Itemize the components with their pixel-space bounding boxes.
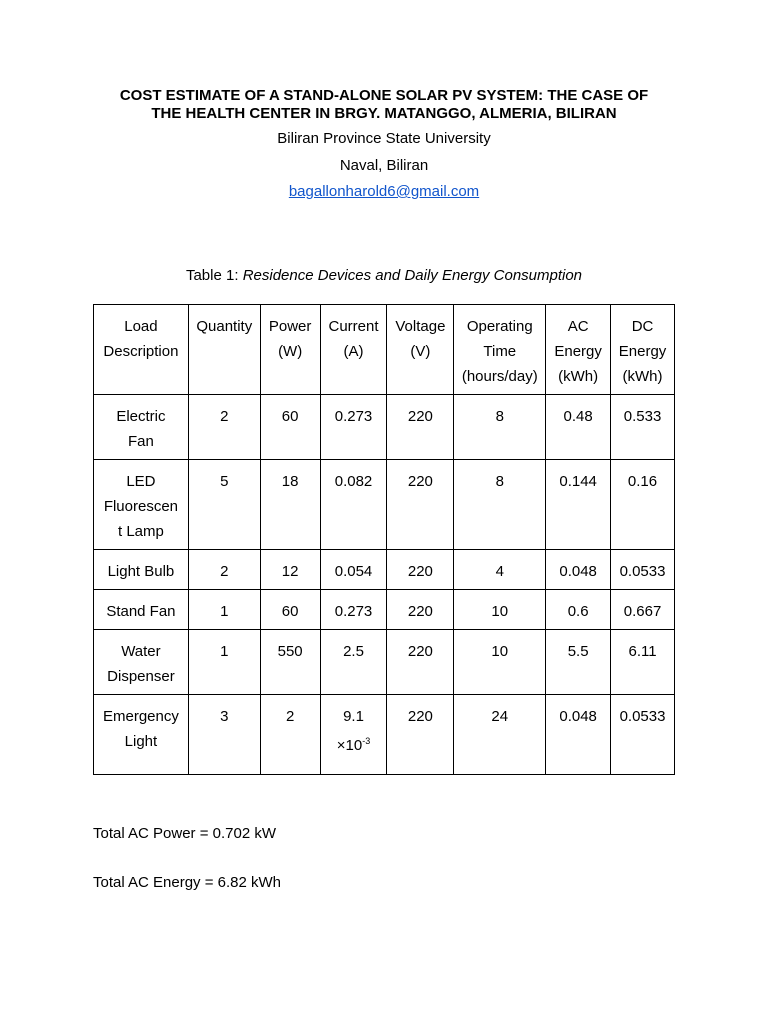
cell-value: 0.667: [623, 603, 662, 620]
cell-value: 10: [491, 643, 509, 660]
cell-value: 0.16: [627, 473, 658, 490]
cell-value: 0.0533: [619, 563, 666, 580]
column-header-line: Energy: [618, 343, 667, 360]
cell-voltage: [387, 695, 454, 775]
cell-value: 60: [281, 603, 299, 620]
cell-quantity: [188, 550, 260, 590]
cell-ac: [546, 695, 611, 775]
column-header-line: (hours/day): [461, 368, 538, 385]
table-header-row: [94, 305, 675, 395]
cell-ac: [546, 395, 611, 460]
cell-power: [260, 550, 320, 590]
cell-value: 220: [407, 708, 433, 725]
sci-base: ×10: [336, 737, 363, 754]
cell-value: 1: [220, 643, 229, 660]
cell-value: 60: [281, 408, 299, 425]
cell-value: 8: [495, 408, 504, 425]
cell-value: 5: [220, 473, 229, 490]
cell-dc: [611, 630, 675, 695]
cell-line: Stand Fan: [106, 603, 176, 620]
cell-current: [320, 550, 387, 590]
cell-line: Electric: [116, 408, 166, 425]
cell-value: 18: [281, 473, 299, 490]
cell-value: 0.0533: [619, 708, 666, 725]
cell-value: 0.273: [334, 603, 373, 620]
cell-value: 2.5: [343, 643, 364, 660]
scientific-notation: [323, 733, 385, 758]
cell-value: 10: [491, 603, 509, 620]
table-row: [94, 460, 675, 550]
table-row: [94, 395, 675, 460]
cell-dc: [611, 550, 675, 590]
cell-value: 3: [220, 708, 229, 725]
column-header-ac-energy: [546, 305, 611, 395]
cell-quantity: [188, 630, 260, 695]
column-header-line: (kWh): [558, 368, 599, 385]
cell-load-description: [94, 630, 189, 695]
cell-line: Fan: [127, 433, 154, 450]
cell-time: [454, 550, 546, 590]
cell-quantity: [188, 395, 260, 460]
cell-line: LED: [126, 473, 156, 490]
cell-line: Light: [124, 733, 158, 750]
cell-line: Dispenser: [107, 668, 175, 685]
cell-value: 0.048: [559, 708, 597, 725]
cell-value: 220: [407, 563, 433, 580]
cell-current: [320, 460, 387, 550]
location: Naval, Biliran: [339, 157, 429, 174]
cell-value: 0.144: [559, 473, 597, 490]
cell-power: [260, 695, 320, 775]
cell-value: 220: [407, 473, 433, 490]
document-title: [0, 87, 768, 123]
cell-value: 550: [277, 643, 303, 660]
cell-value: 24: [491, 708, 509, 725]
column-header-operating-time: [454, 305, 546, 395]
cell-value: 0.048: [559, 563, 597, 580]
column-header-line: Load: [124, 318, 158, 335]
caption-text: Residence Devices and Daily Energy Consumption: [242, 267, 583, 284]
cell-value: 2: [285, 708, 295, 725]
column-header-line: (kWh): [622, 368, 663, 385]
cell-time: [454, 590, 546, 630]
total-ac-energy: Total AC Energy = 6.82 kWh: [93, 874, 282, 891]
cell-value: 2: [220, 563, 229, 580]
cell-load-description: [94, 550, 189, 590]
cell-value: 2: [220, 408, 229, 425]
cell-power: [260, 395, 320, 460]
cell-value: 4: [495, 563, 504, 580]
cell-voltage: [387, 590, 454, 630]
affiliation: Biliran Province State University: [277, 130, 491, 147]
energy-table: [93, 304, 675, 775]
caption-prefix: Table 1:: [185, 267, 243, 284]
column-header-line: (V): [410, 343, 431, 360]
cell-current: [320, 395, 387, 460]
column-header-line: (W): [278, 343, 303, 360]
cell-ac: [546, 460, 611, 550]
cell-line: Fluorescen: [103, 498, 179, 515]
cell-value: 0.054: [334, 563, 373, 580]
column-header-line: DC: [631, 318, 654, 335]
cell-load-description: [94, 395, 189, 460]
column-header-line: Energy: [554, 343, 602, 360]
cell-value: 0.48: [563, 408, 593, 425]
cell-value: 220: [407, 643, 433, 660]
cell-voltage: [387, 460, 454, 550]
cell-time: [454, 695, 546, 775]
cell-power: [260, 590, 320, 630]
column-header-line: Operating: [466, 318, 533, 335]
cell-voltage: [387, 395, 454, 460]
cell-current: [320, 630, 387, 695]
cell-time: [454, 630, 546, 695]
cell-value: 0.273: [334, 408, 373, 425]
cell-ac: [546, 630, 611, 695]
cell-time: [454, 460, 546, 550]
cell-dc: [611, 695, 675, 775]
column-header-line: Voltage: [395, 318, 446, 335]
title-line-2: THE HEALTH CENTER IN BRGY. MATANGGO, ALMERIA, BILIRAN: [151, 105, 617, 122]
total-ac-power: Total AC Power = 0.702 kW: [93, 825, 277, 842]
column-header-current: [320, 305, 387, 395]
table-row: [94, 630, 675, 695]
cell-line: Water: [121, 643, 161, 660]
column-header-quantity: [188, 305, 260, 395]
cell-value: 12: [281, 563, 299, 580]
column-header-line: Description: [103, 343, 179, 360]
cell-value: 0.082: [334, 473, 373, 490]
cell-dc: [611, 395, 675, 460]
column-header-line: (A): [343, 343, 364, 360]
cell-line: Emergency: [102, 708, 179, 725]
cell-ac: [546, 550, 611, 590]
cell-value: 1: [220, 603, 229, 620]
column-header-dc-energy: [611, 305, 675, 395]
column-header-line: Time: [483, 343, 517, 360]
cell-power: [260, 630, 320, 695]
cell-line: t Lamp: [117, 523, 164, 540]
column-header-load-description: [94, 305, 189, 395]
cell-power: [260, 460, 320, 550]
table-row: [94, 590, 675, 630]
cell-value: 8: [495, 473, 504, 490]
cell-quantity: [188, 460, 260, 550]
cell-load-description: [94, 460, 189, 550]
cell-current: [320, 590, 387, 630]
column-header-line: Current: [328, 318, 379, 335]
cell-value: 9.1: [343, 708, 364, 725]
cell-load-description: [94, 590, 189, 630]
cell-time: [454, 395, 546, 460]
sci-exponent: -3: [362, 736, 371, 746]
cell-value: 0.533: [623, 408, 662, 425]
cell-value: 220: [407, 603, 433, 620]
cell-ac: [546, 590, 611, 630]
cell-quantity: [188, 590, 260, 630]
column-header-line: AC: [567, 318, 589, 335]
email-line: [0, 183, 768, 201]
cell-value: 6.11: [628, 643, 657, 660]
cell-value: 0.6: [567, 603, 589, 620]
table-body: [94, 395, 675, 775]
cell-line: Light Bulb: [107, 563, 175, 580]
table-row: [94, 550, 675, 590]
cell-quantity: [188, 695, 260, 775]
column-header-line: Power: [268, 318, 312, 335]
email-link[interactable]: bagallonharold6@gmail.com: [288, 183, 480, 200]
cell-voltage: [387, 630, 454, 695]
column-header-voltage: [387, 305, 454, 395]
cell-dc: [611, 590, 675, 630]
title-line-1: COST ESTIMATE OF A STAND-ALONE SOLAR PV SYSTEM: THE CASE OF: [119, 87, 649, 104]
cell-current: [320, 695, 387, 775]
table-caption: [0, 267, 768, 285]
cell-dc: [611, 460, 675, 550]
cell-value: 5.5: [567, 643, 589, 660]
table-row: [94, 695, 675, 775]
cell-value: 220: [407, 408, 433, 425]
cell-voltage: [387, 550, 454, 590]
cell-load-description: [94, 695, 189, 775]
column-header-line: Quantity: [196, 318, 253, 335]
column-header-power: [260, 305, 320, 395]
